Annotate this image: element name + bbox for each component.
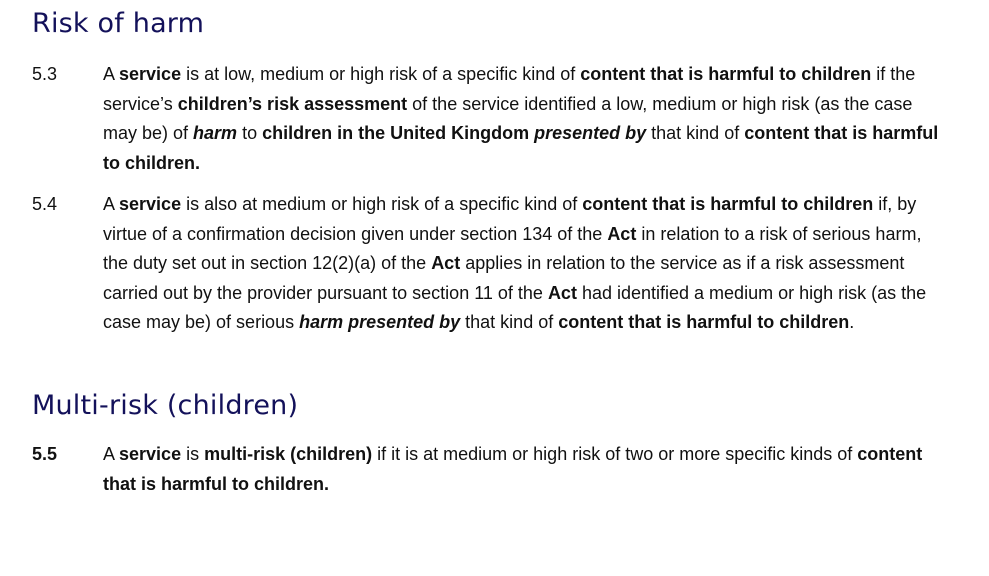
text-run: if the service’s [103, 64, 916, 114]
defined-term: content that is harmful to children [558, 312, 850, 332]
text-run: is at low, medium or high risk of a specific kind of [181, 64, 581, 84]
defined-term: content that is harmful to children. [103, 123, 939, 173]
defined-term: Act [607, 223, 637, 244]
clause-text [103, 60, 943, 178]
defined-term: content that is harmful to children. [103, 444, 923, 494]
text-run: A [103, 444, 120, 464]
text-run: to [237, 123, 263, 143]
defined-term: Act [547, 282, 577, 303]
text-run: is [181, 444, 205, 464]
defined-term: service [119, 194, 182, 214]
text-run: of the service identified a low, medium or high risk (as the case may be) of [103, 93, 913, 143]
defined-term: harm [193, 123, 238, 143]
defined-term: content that is harmful to children [580, 64, 872, 84]
text-run: that kind of [460, 312, 559, 332]
text-run: A [103, 194, 120, 214]
defined-term: content that is harmful to children [582, 194, 874, 214]
clause-number: 5.4 [32, 194, 58, 214]
text-run: if, by virtue of a confirmation decision given under section 134 of the [103, 194, 917, 244]
defined-term: Act [431, 253, 461, 273]
text-run: if it is at medium or high risk of two or more specific kinds of [372, 444, 858, 464]
text-run: . [849, 312, 855, 332]
clause-text [103, 190, 943, 338]
clause-text [103, 440, 943, 499]
text-run: is also at medium or high risk of a specific kind of [181, 194, 583, 214]
defined-term: presented by [534, 123, 647, 143]
text-run: had identified a medium or high risk (as the case may be) of serious [103, 282, 927, 332]
section-heading-multi-risk-children: Multi-risk (children) [32, 390, 299, 421]
defined-term: multi-risk (children) [204, 444, 373, 464]
defined-term: children in the United Kingdom [262, 123, 530, 143]
defined-term: children’s risk assessment [177, 93, 408, 114]
clause-number: 5.3 [32, 64, 58, 84]
section-heading-risk-of-harm: Risk of harm [32, 8, 205, 39]
clause-number: 5.5 [32, 444, 58, 464]
defined-term: harm presented by [299, 312, 461, 332]
text-run: A [103, 64, 120, 84]
text-run: applies in relation to the service as if a risk assessment carried out by the provider pursuant to section 11 of the [103, 253, 905, 303]
text-run: in relation to a risk of serious harm, the duty set out in section 12(2)(a) of the [103, 223, 922, 273]
defined-term: service [119, 64, 182, 84]
defined-term: service [119, 444, 182, 464]
text-run: that kind of [646, 123, 745, 143]
